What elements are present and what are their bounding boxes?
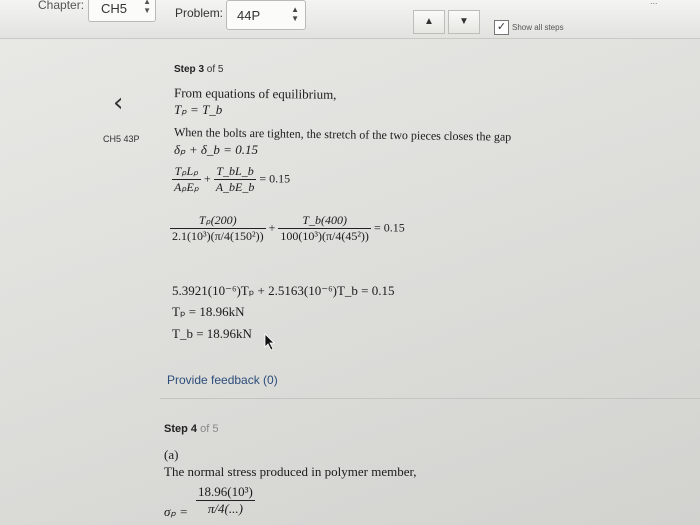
equation-rhs: = 0.15: [259, 171, 291, 186]
step-word: Step: [164, 423, 188, 435]
step-of-total: of 5: [206, 64, 224, 75]
step-of-total: of 5: [200, 423, 219, 435]
fraction-numerator: Tₚ(200): [170, 213, 266, 229]
chevron-left-icon[interactable]: ‹: [113, 88, 124, 118]
fraction: [172, 164, 201, 195]
fraction-denominator: A_bE_b: [215, 180, 255, 194]
step4-fraction: [196, 484, 255, 517]
problem-label: Problem:: [175, 6, 224, 20]
step3-eq-substituted: [170, 213, 405, 244]
select-arrows-icon: ▲ ▼: [291, 5, 299, 23]
show-all-steps-label[interactable]: Show all steps: [512, 23, 564, 32]
step3-eq-tension-equal: Tₚ = T_b: [174, 102, 223, 117]
step-word: Step: [174, 64, 196, 75]
fraction-numerator: T_bL_b: [214, 164, 257, 180]
next-step-button[interactable]: [448, 10, 480, 34]
fraction: [196, 484, 255, 517]
step-number: 4: [190, 423, 198, 435]
step4-sigma-label: σₚ =: [164, 504, 189, 519]
show-all-steps-checkbox[interactable]: [494, 20, 509, 35]
top-toolbar: [0, 0, 700, 39]
step3-text-bolts: When the bolts are tighten, the stretch of the two pieces closes the gap: [173, 125, 512, 144]
fraction: [278, 213, 371, 244]
corner-text: ...: [650, 0, 658, 6]
step4-text-normal-stress: The normal stress produced in polymer member,: [164, 464, 417, 479]
fraction-numerator: T_b(400): [278, 213, 371, 229]
equation-rhs: = 0.15: [373, 220, 405, 235]
checkmark-icon: ✓: [496, 21, 507, 33]
step3-result-tp: Tₚ = 18.96kN: [172, 304, 245, 319]
fraction-denominator: 100(10³)(π/4(45²)): [280, 229, 369, 243]
provide-feedback-link[interactable]: Provide feedback (0): [167, 373, 278, 387]
select-arrows-icon: ▲ ▼: [143, 0, 151, 15]
step-number: 3: [198, 64, 205, 75]
step-3-title: [174, 64, 223, 75]
chapter-select[interactable]: [88, 0, 156, 22]
plus-sign: +: [203, 171, 211, 186]
fraction: [170, 213, 266, 244]
step3-eq-deformation: δₚ + δ_b = 0.15: [174, 142, 258, 157]
problem-select[interactable]: [226, 0, 306, 30]
step4-part-label: (a): [164, 447, 179, 462]
fraction: [214, 164, 257, 195]
up-arrow-icon: ▲: [424, 16, 434, 27]
chapter-select-value: CH5: [101, 1, 128, 16]
problem-select-value: 44P: [237, 8, 261, 23]
fraction-denominator: π/4(...): [207, 501, 243, 516]
plus-sign: +: [268, 220, 276, 235]
fraction-numerator: 18.96(10³): [198, 484, 253, 499]
step3-result-tb: T_b = 18.96kN: [172, 326, 252, 341]
fraction-denominator: AₚEₚ: [174, 180, 199, 194]
fraction-numerator: TₚLₚ: [172, 164, 201, 180]
mouse-cursor-icon: [264, 333, 278, 351]
fraction-denominator: 2.1(10³)(π/4(150²)): [172, 229, 264, 243]
chapter-label: Chapter:: [38, 0, 85, 12]
step3-eq-stretch: [172, 164, 290, 195]
problem-id-label: CH5 43P: [103, 134, 140, 144]
step3-text-equilibrium: From equations of equilibrium,: [173, 85, 337, 102]
step-4-title: [164, 423, 218, 435]
step3-eq-combined: 5.3921(10⁻⁶)Tₚ + 2.5163(10⁻⁶)T_b = 0.15: [172, 283, 395, 298]
previous-step-button[interactable]: [413, 10, 445, 34]
down-arrow-icon: ▼: [459, 16, 469, 27]
step-divider: [160, 398, 700, 399]
